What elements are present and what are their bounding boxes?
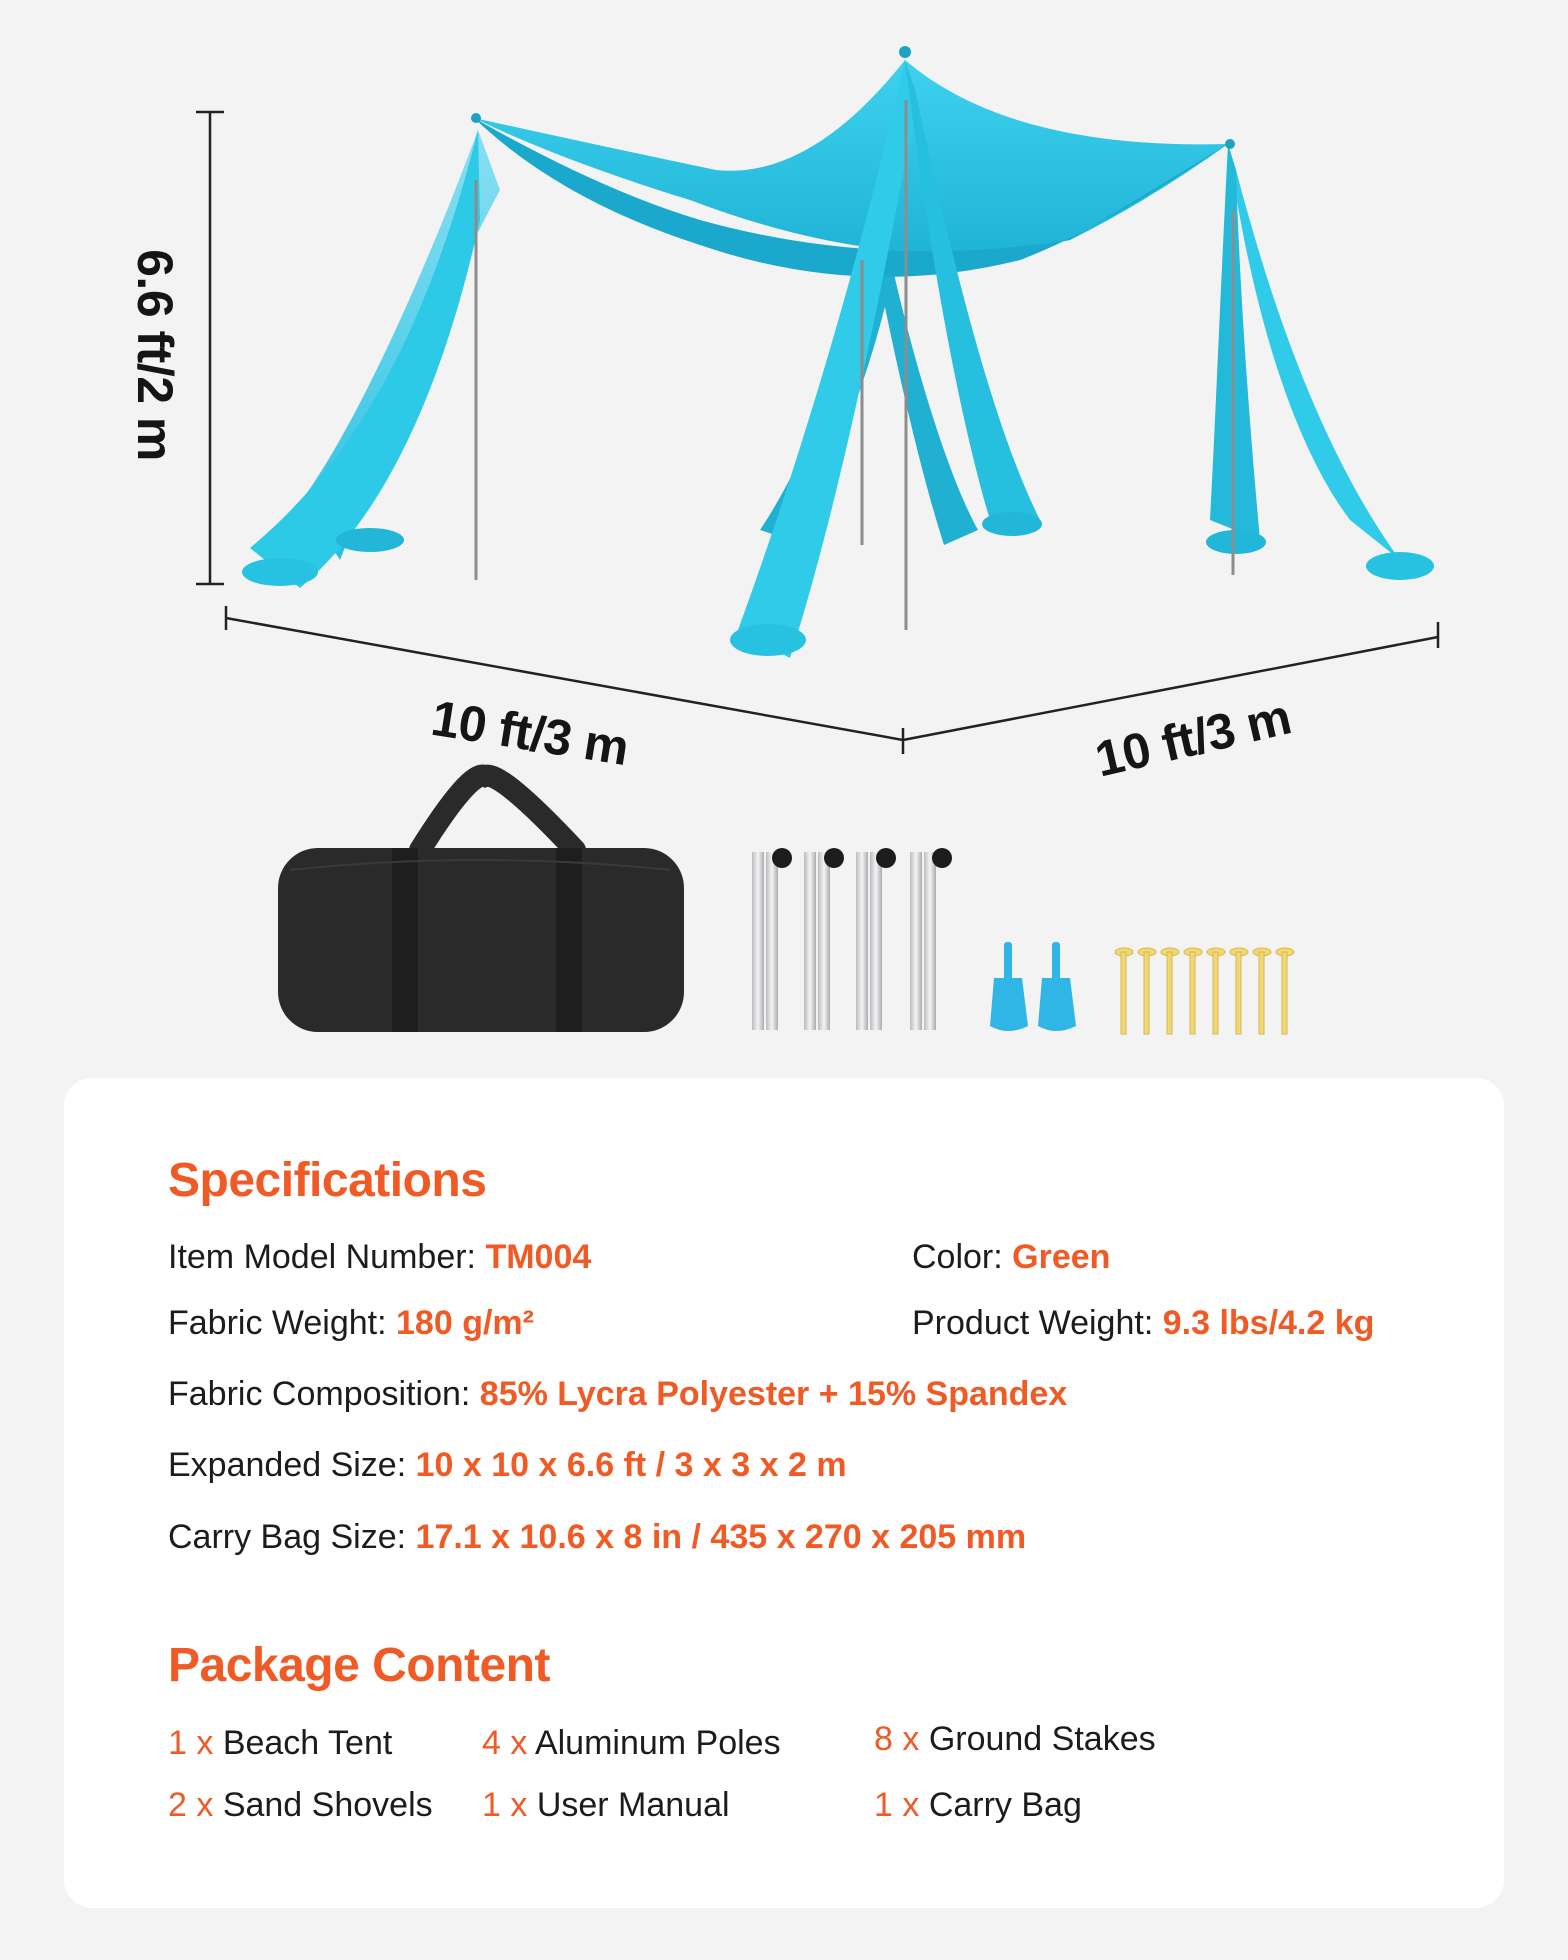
package-item-name: Ground Stakes [928,1720,1156,1758]
package-content-title: Package Content [168,1639,550,1692]
package-item-qty: 1 x [874,1786,920,1824]
package-item-qty: 4 x [482,1724,528,1762]
package-item [482,1786,730,1825]
height-dimension-line [196,112,224,584]
package-item-name: Beach Tent [222,1724,393,1762]
package-item-qty: 8 x [874,1720,920,1758]
spec-label: Item Model Number: [168,1238,476,1276]
spec-label: Product Weight: [912,1304,1154,1342]
spec-label: Fabric Weight: [168,1304,387,1342]
package-item [874,1786,1082,1825]
package-item-name: User Manual [536,1786,730,1824]
width-dimension-label: 10 ft/3 m [1090,688,1296,788]
package-item [482,1724,781,1763]
spec-label: Fabric Composition: [168,1375,471,1413]
spec-expanded-size [168,1446,847,1485]
spec-label: Carry Bag Size: [168,1518,407,1556]
spec-value: 10 x 10 x 6.6 ft / 3 x 3 x 2 m [415,1446,847,1484]
details-card [64,1078,1504,1908]
carry-bag-icon [278,776,684,1032]
aluminum-pole-icon [752,848,952,1030]
spec-value: 180 g/m² [396,1304,534,1342]
spec-value: 17.1 x 10.6 x 8 in / 435 x 270 x 205 mm [415,1518,1027,1556]
spec-fabric-composition [168,1375,1067,1414]
package-item-qty: 1 x [482,1786,528,1824]
spec-item-model [168,1238,591,1277]
spec-value: 85% Lycra Polyester + 15% Spandex [479,1375,1068,1413]
spec-carry-bag-size [168,1518,1026,1557]
package-item-qty: 1 x [168,1724,214,1762]
spec-product-weight [912,1304,1374,1343]
package-item-qty: 2 x [168,1786,214,1824]
spec-color [912,1238,1110,1277]
package-item [874,1720,1156,1759]
spec-fabric-weight [168,1304,534,1343]
package-item [168,1786,433,1825]
height-dimension-label: 6.6 ft/2 m [127,249,183,461]
spec-label: Color: [912,1238,1003,1276]
package-item-name: Aluminum Poles [534,1724,781,1762]
beach-tent-icon [242,46,1434,658]
spec-value: Green [1012,1238,1111,1276]
specifications-title: Specifications [168,1154,487,1207]
length-dimension-label: 10 ft/3 m [427,689,633,777]
package-item [168,1724,392,1763]
package-item-name: Sand Shovels [222,1786,433,1824]
package-item-name: Carry Bag [928,1786,1082,1824]
spec-value: TM004 [485,1238,592,1276]
ground-stake-icon [1115,948,1294,1034]
spec-value: 9.3 lbs/4.2 kg [1162,1304,1375,1342]
spec-label: Expanded Size: [168,1446,407,1484]
sand-shovel-icon [990,942,1076,1031]
